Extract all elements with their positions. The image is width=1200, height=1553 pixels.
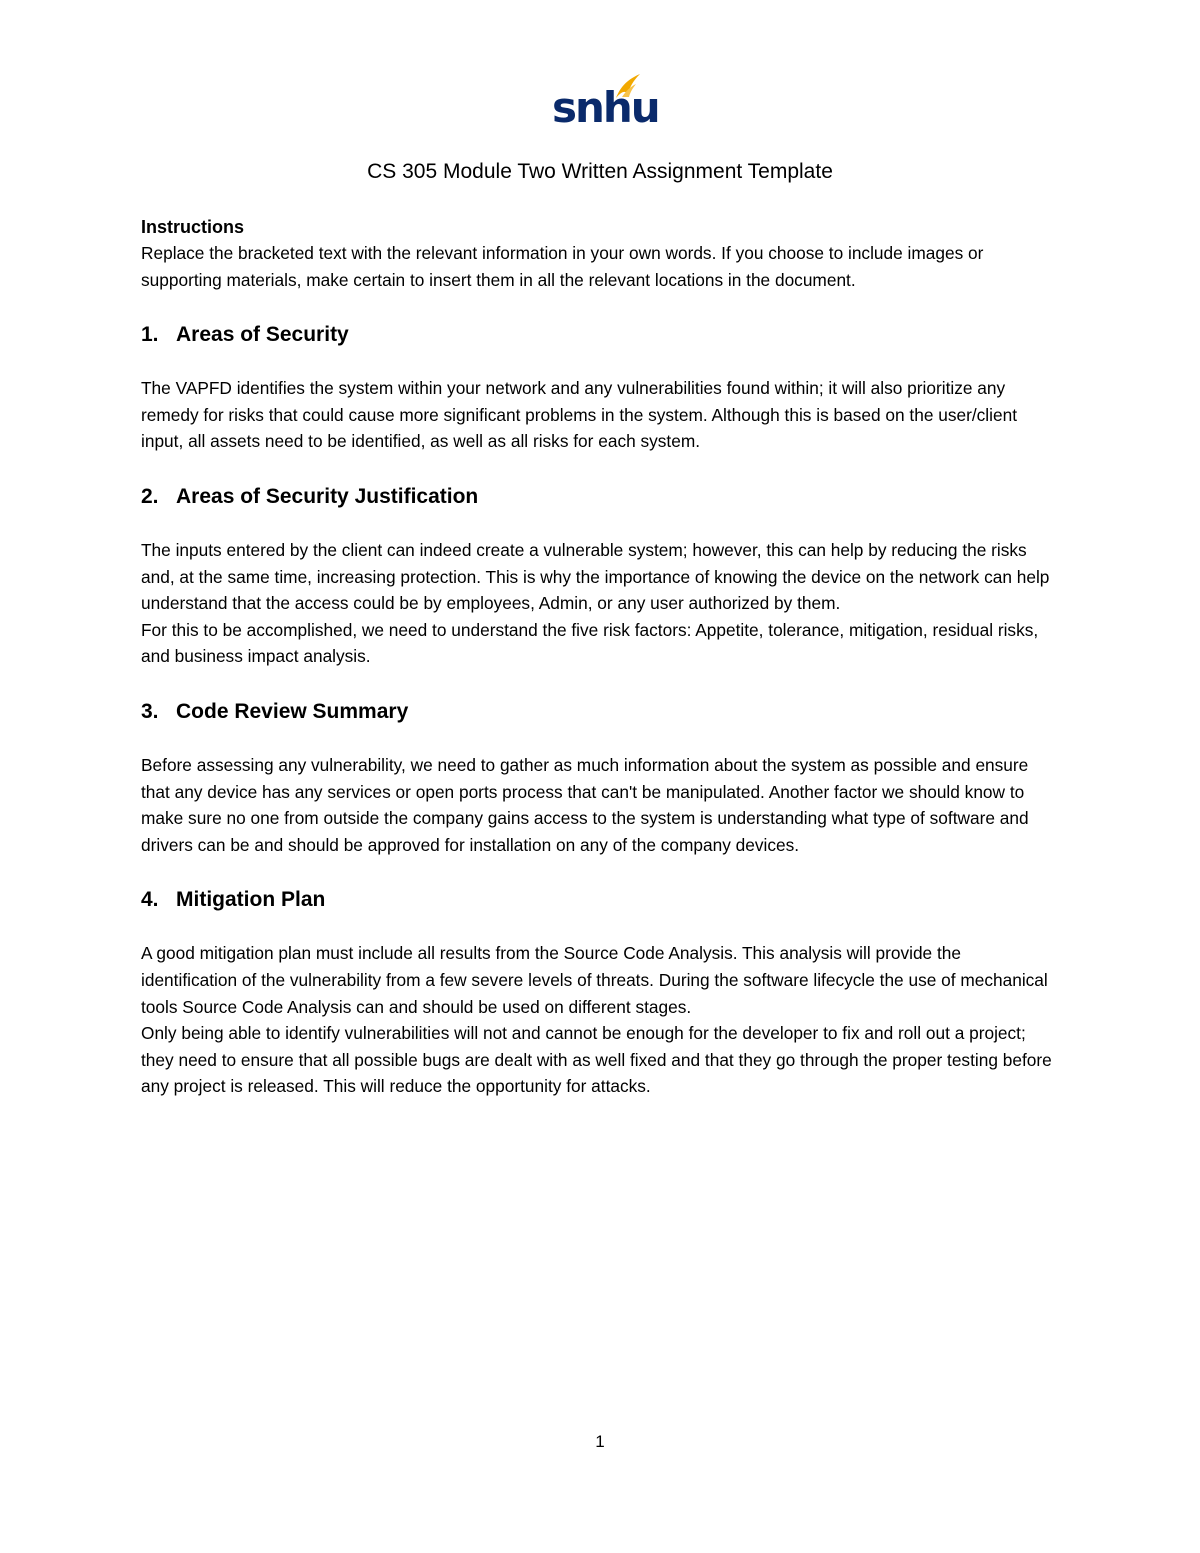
section-areas-of-security-justification [141, 483, 1061, 670]
section-heading [141, 483, 1061, 511]
section-paragraph: The inputs entered by the client can indeed create a vulnerable system; however, this can help by reducing the risks and, at the same time, increasing protection. This is why the importance of knowing the device on the network can help understand that the access could be by employees, Admin, or any user authorized by them. [141, 539, 1050, 614]
instructions-text: Replace the bracketed text with the relevant information in your own words. If you choose to include images or supporting materials, make certain to insert them in all the relevant locations in the document. [141, 243, 984, 290]
page-number: 1 [595, 1432, 605, 1451]
section-paragraph: Before assessing any vulnerability, we need to gather as much information about the system as possible and ensure that any device has any services or open ports process that can't be manipulated. Another factor we should know to make sure no one from outside the company gains access to the system is understanding what type of software and drivers can be and should be approved for installation on any of the company devices. [141, 754, 1029, 855]
section-paragraph: For this to be accomplished, we need to understand the five risk factors: Appetite, tolerance, mitigation, residual risks, and business impact analysis. [141, 619, 1039, 667]
section-paragraph: A good mitigation plan must include all results from the Source Code Analysis. This analysis will provide the identification of the vulnerability from a few severe levels of threats. During the software lifecycle the use of mechanical tools Source Code Analysis can and should be used on different stages. [141, 943, 1048, 1017]
document-body [141, 214, 1061, 1100]
instructions-heading: Instructions [141, 217, 245, 237]
section-number: 1. [141, 323, 159, 347]
section-paragraph: Only being able to identify vulnerabilities will not and cannot be enough for the developer to fix and roll out a project; they need to ensure that all possible bugs are dealt with as well fixed and that they go through the proper testing before any project is released. This will reduce the opportunity for attacks. [141, 1023, 1052, 1097]
section-title: Areas of Security Justification [176, 484, 479, 508]
snhu-logo [552, 72, 659, 134]
section-number: 3. [141, 699, 159, 723]
section-code-review-summary [141, 698, 1061, 858]
document-title: CS 305 Module Two Written Assignment Template [367, 160, 833, 183]
section-title: Code Review Summary [176, 699, 409, 723]
section-number: 4. [141, 888, 159, 912]
section-areas-of-security [141, 321, 1061, 455]
section-mitigation-plan [141, 886, 1061, 1100]
section-heading [141, 886, 1061, 914]
section-heading [141, 698, 1061, 726]
section-number: 2. [141, 484, 159, 508]
section-title: Areas of Security [176, 323, 349, 347]
section-heading [141, 321, 1061, 349]
section-title: Mitigation Plan [176, 888, 326, 912]
section-paragraph: The VAPFD identifies the system within your network and any vulnerabilities found within; it will also prioritize any remedy for risks that could cause more significant problems in the system. Although this is based on the user/client input, all assets need to be identified, as well as all risks for each system. [141, 378, 1018, 452]
logo-wordmark: snhu [552, 83, 659, 132]
